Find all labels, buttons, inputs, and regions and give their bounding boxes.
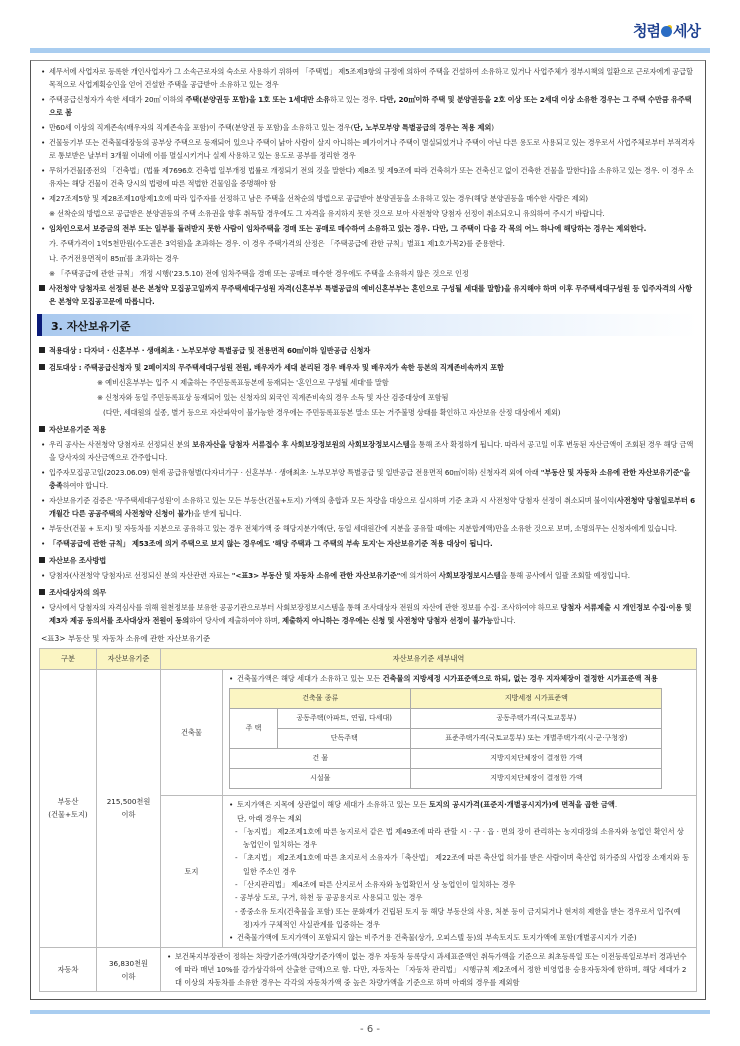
table-header: 구분 — [40, 649, 97, 670]
review-note: ※ 신청자와 동일 주민등록표상 등재되어 있는 신청자의 외국인 직계존비속의 경우 소득 및 자산 검증대상에 포함됨 — [97, 393, 449, 402]
logo-text-left: 청렴 — [633, 22, 661, 40]
lease-note: ※ 「주택공급에 관한 규칙」 개정 시행('23.5.10) 전에 임차주택을 경매 또는 공매로 매수한 경우에도 주택을 소유하지 않은 것으로 인정 — [49, 269, 469, 278]
intro-bullet: • 건물등기부 또는 건축물대장등의 공부상 주택으로 등재되어 있으나 주택이 낡아 사람이 살지 아니하는 폐가이거나 주택이 멸실되었거나 주택이 아닌 다른 용도로 사용되고 있는 경우로서 사업주체로부터 부적격자로 통보받은 날부터 3개월 이내에 이를 멸실시키거나 실제 사용하고 있는 용도로 공부를 정리한 경우 — [39, 136, 697, 162]
page-number: - 6 - — [360, 1024, 380, 1035]
logo-text-right: 세상 — [673, 22, 700, 40]
inner-header: 건축물 종류 — [230, 689, 411, 709]
apply-bullet: • 부동산(건물 + 토지) 및 자동차를 지분으로 공유하고 있는 경우 전체가액 중 해당지분가액(단, 동일 세대원간에 지분을 공유할 때에는 지분합계액)만을 소유한 것으로 보며, 소명의무는 신청자에게 있습니다. — [39, 522, 697, 535]
section-mark — [37, 314, 42, 336]
header-accent-bar — [30, 48, 710, 53]
asset-standard-table — [39, 648, 697, 992]
land-label: 토지 — [161, 796, 223, 947]
apply-bullet: • 입주자모집공고일(2023.06.09) 현재 공급유형별(다자녀가구 · 신혼부부 · 생애최초· 노부모부양 특별공급 및 일반공급 전용면적 60㎡이하) 신청자격 외에 아래 "부동산 및 자동차 소유에 관한 자산보유기준"을 충족하여야 합니다. — [39, 466, 697, 492]
limit-cell: 36,830천원 이하 — [97, 947, 161, 992]
duty-heading: 조사대상자의 의무 — [39, 586, 697, 599]
intro-bullet: • 무허가건물[종전의 「건축법」(법률 제7696호 건축법 일부개정 법률로 개정되기 전의 것을 말한다) 제8조 및 제9조에 따라 건축허가 또는 건축신고 없이 건축한 건물을 말한다]을 소유하고 있는 경우. 이 경우 소유자는 해당 건물이 건축 당시의 법령에 따른 적법한 건물임을 증명해야 함 — [39, 164, 697, 190]
apply-bullet: • 우리 공사는 사전청약 당첨자로 선정되신 분의 보유자산을 당첨자 서류접수 후 사회보장정보원의 사회보장정보시스템을 통해 조사 확정하게 됩니다. 따라서 공고일 이후 변동된 자산금액이 조회된 경우 해당 금액을 당사자의 자산금액으로 간주합니다. — [39, 438, 697, 464]
intro-bullet: • 제27조제5항 및 제28조제10항제1호에 따라 입주자를 선정하고 남은 주택을 선착순의 방법으로 공급받아 분양권등을 소유하고 있는 경우(해당 분양권등을 매수한 사람은 제외) — [39, 192, 697, 205]
apply-bullet: • 자산보유기준 검증은 '무주택세대구성원'이 소유하고 있는 모든 부동산(건물+토지) 가액의 총합과 모든 차량을 대상으로 실시하며 기준 초과 시 사전청약 당첨자 선정이 취소되며 불이익(사전청약 당첨일로부터 6개월간 다른 공공주택의 사전청약 신청이 불가)을 받게 됩니다. — [39, 494, 697, 520]
limit-cell: 215,500천원 이하 — [97, 670, 161, 948]
building-type: 건 물 — [230, 749, 411, 769]
building-label: 건축물 — [161, 670, 223, 796]
section-title: 3. 자산보유기준 — [51, 320, 131, 333]
building-type: 시설물 — [230, 769, 411, 789]
review-note: ※ 예비신혼부부는 입주 시 제출하는 주민등록표등본에 등재되는 '혼인으로 구성될 세대'를 말함 — [97, 378, 389, 387]
document-frame — [30, 60, 706, 1000]
footer-accent-bar — [30, 1010, 710, 1014]
lease-item: 나. 주거전용면적이 85㎡를 초과하는 경우 — [49, 254, 179, 263]
table-row — [40, 947, 697, 992]
qualification-note: 사전청약 당첨자로 선정된 분은 본청약 모집공고일까지 무주택세대구성원 자격(신혼부부 특별공급의 예비신혼부부는 혼인으로 구성될 세대를 말함)을 유지해야 하며 이후 무주택세대구성원 등 입주자격의 사항은 본청약 모집공고문에 따릅니다. — [39, 282, 697, 308]
intro-bullet: • 세무서에 사업자로 등록한 개인사업자가 그 소속근로자의 숙소로 사용하기 위하여 「주택법」 제5조제3항의 규정에 의하여 주택을 건설하여 소유하고 있거나 사업주체가 정부시책의 일환으로 근로자에게 공급할 목적으로 사업계획승인을 얻어 건설한 주택을 공급받아 소유하고 있는 경우 — [39, 65, 697, 91]
category-cell: 부동산 (건물+토지) — [40, 670, 97, 948]
building-value: 지방지치단체장이 결정한 가액 — [411, 749, 662, 769]
building-value: 표준주택가격(국토교통부) 또는 개별주택가격(시·군·구청장) — [411, 729, 662, 749]
building-detail: • 건축물가액은 해당 세대가 소유하고 있는 모든 건축물의 지방세정 시가표준액으로 하되, 없는 경우 지자체장이 결정한 시가표준액 적용 건축물 종류 지방세정 시가표준액 주 택 공동주택(아파트, 연립, 다세대) 공동주택가격(국토교통부) 단독주택 표준주택가격(국토교통부) 또는 개별주택가격(시·군·구청장) 건 물 지방지치단체장이 결정한 가액 시설물 지방지치단체장이 결정한 가액 — [223, 670, 697, 796]
review-note: (다만, 세대원의 실종, 별거 등으로 자산파악이 불가능한 경우에는 주민등록표등본 말소 또는 거주불명 상태를 확인하고 자산보유 산정 대상에서 제외) — [103, 408, 561, 417]
apply-heading: 자산보유기준 적용 — [39, 423, 697, 436]
logo — [633, 20, 700, 41]
section-header — [37, 314, 697, 336]
building-type: 공동주택(아파트, 연립, 다세대) — [278, 709, 411, 729]
apply-bullet: • 「주택공급에 관한 규칙」 제53조에 의거 주택으로 보지 않는 경우에도 '해당 주택과 그 주택의 부속 토지'는 자산보유기준 적용 대상이 됩니다. — [39, 537, 697, 550]
intro-bullet: • 만60세 이상의 직계존속(배우자의 직계존속을 포함)이 주택(분양권 등 포함)을 소유하고 있는 경우(단, 노부모부양 특별공급의 경우는 적용 제외) — [39, 121, 697, 134]
intro-bullet: • 주택공급신청자가 속한 세대가 20㎡ 이하의 주택(분양권등 포함)을 1호 또는 1세대만 소유하고 있는 경우. 다만, 20㎡이하 주택 및 분양권등을 2호 이상 또는 2세대 이상 소유한 경우는 그 주택 수만큼 유주택으로 봄 — [39, 93, 697, 119]
car-detail: • 보건복지부장관이 정하는 차량기준가액(차량기준가액이 없는 경우 자동차 등록당시 과세표준액인 취득가액을 기준으로 최초등록일 또는 이전등록일로부터 경과년수에 따라 매년 10%를 감가상각하여 산출한 금액)으로 함. 다만, 자동차는 「자동차 관리법」 시행규칙 제2조에서 정한 비영업용 승용자동차에 한하며, 해당 세대가 2대 이상의 자동차를 소유한 경우는 각각의 자동차가액 중 높은 차량가액을 기준으로 하며 아래의 경우를 제외함 — [161, 947, 697, 992]
building-type-table — [229, 688, 662, 789]
table-header: 자산보유기준 세부내역 — [161, 649, 697, 670]
inner-header: 지방세정 시가표준액 — [411, 689, 662, 709]
globe-icon — [661, 26, 672, 37]
method-bullet: • 당첨자(사전청약 당첨자)로 선정되신 분의 자산관련 자료는 "<표3> 부동산 및 자동차 소유에 관한 자산보유기준"에 의거하여 사회보장정보시스템을 통해 공사에서 일괄 조회할 예정입니다. — [39, 569, 697, 582]
review-target: 검토대상 : 주택공급신청자 및 2페이지의 무주택세대구성원 전원, 배우자가 세대 분리된 경우 배우자 및 배우자가 속한 등본의 직계존비속까지 포함 — [39, 361, 697, 374]
table-header: 자산보유기준 — [97, 649, 161, 670]
land-detail: • 토지가액은 지목에 상관없이 해당 세대가 소유하고 있는 모든 토지의 공시가격(표준지·개별공시지가)에 면적을 곱한 금액. 단, 아래 경우는 제외 - 「농지법」 제2조제1호에 따른 농지로서 같은 법 제49조에 따라 관할 시 · 구 · 읍 · 면의 장이 관리하는 농지대장의 소유자와 농업인 확인서 상 농업인이 일치하는 경우 - 「초지법」 제2조제1호에 따른 초지로서 소유자가「축산법」 제22조에 따른 축산업 허가를 받은 사람이며 축산업 허가증의 사업장 소재지와 동일한 주소인 경우 - 「산지관리법」 제4조에 따른 산지로서 소유자와 농업확인서 상 농업인이 일치하는 경우 - 공부상 도로, 구거, 하천 등 공공용지로 사용되고 있는 경우 - 종중소유 토지(건축물을 포함) 또는 문화재가 건립된 토지 등 해당 부동산의 사용, 처분 등이 금지되거나 현저히 제한을 받는 경우로서 입주(예정)자가 구체적인 사실관계를 입증하는 경우 • 건축물가액에 토지가액이 포함되지 않는 비주거용 건축물(상가, 오피스텔 등)의 부속토지도 토지가액에 포함(개별공시지가 기준) — [223, 796, 697, 947]
house-label: 주 택 — [230, 709, 278, 749]
building-value: 공동주택가격(국토교통부) — [411, 709, 662, 729]
method-heading: 자산보유 조사방법 — [39, 554, 697, 567]
applicable-target: 적용대상 : 다자녀 · 신혼부부 · 생애최초 · 노부모부양 특별공급 및 전용면적 60㎡이하 일반공급 신청자 — [39, 344, 697, 357]
duty-bullet: • 당사에서 당첨자의 자격심사를 위해 원천정보를 보유한 공공기관으로부터 사회보장정보시스템을 통해 조사대상자 전원의 자산에 관한 정보를 수집· 조사하여야 하므로 당첨자 서류제출 시 개인정보 수집·이용 및 제3자 제공 동의서를 조사대상자 전원이 동의하여 당사에 제출하여야 하며, 제출하지 아니하는 경우에는 신청 및 사전청약 당첨자 선정이 불가능합니다. — [39, 601, 697, 627]
category-cell: 자동차 — [40, 947, 97, 992]
intro-note: ※ 선착순의 방법으로 공급받은 분양권등의 주택 소유권을 향후 취득할 경우에도 그 자격을 유지하지 못한 것으로 보아 사전청약 당첨자 선정이 취소되오니 유의하여 주시기 바랍니다. — [49, 209, 605, 218]
building-value: 지방지치단체장이 결정한 가액 — [411, 769, 662, 789]
lease-bullet: • 임차인으로서 보증금의 전부 또는 일부를 돌려받지 못한 사람이 임차주택을 경매 또는 공매로 매수하여 소유하고 있는 경우. 다만, 그 주택이 다음 각 목의 어느 하나에 해당하는 경우는 제외한다. — [39, 222, 697, 235]
lease-item: 가. 주택가격이 1억5천만원(수도권은 3억원)을 초과하는 경우. 이 경우 주택가격의 산정은 「주택공급에 관한 규칙」별표1 제1호가목2)를 준용한다. — [49, 239, 505, 248]
building-type: 단독주택 — [278, 729, 411, 749]
table-caption: <표3> 부동산 및 자동차 소유에 관한 자산보유기준 — [41, 634, 211, 643]
table-row — [40, 670, 697, 796]
